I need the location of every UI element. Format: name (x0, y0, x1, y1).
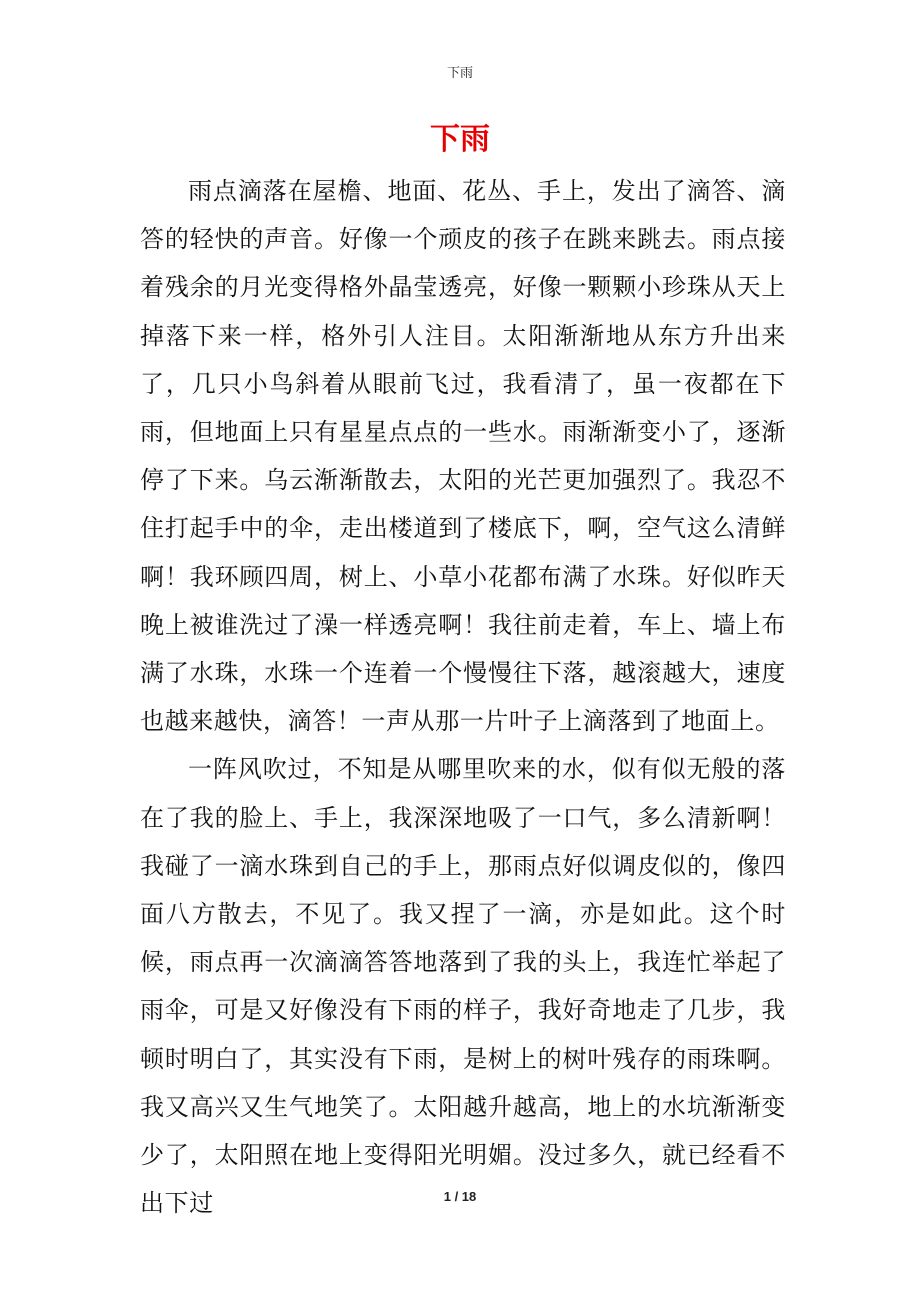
paragraph-1: 雨点滴落在屋檐、地面、花丛、手上，发出了滴答、滴答的轻快的声音。好像一个顽皮的孩子在跳来跳去。雨点接着残余的月光变得格外晶莹透亮，好像一颗颗小珍珠从天上掉落下来一样，格外引人注目。太阳渐渐地从东方升出来了，几只小鸟斜着从眼前飞过，我看清了，虽一夜都在下雨，但地面上只有星星点点的一些水。雨渐渐变小了，逐渐停了下来。乌云渐渐散去，太阳的光芒更加强烈了。我忍不住打起手中的伞，走出楼道到了楼底下，啊，空气这么清鲜啊！我环顾四周，树上、小草小花都布满了水珠。好似昨天晚上被谁洗过了澡一样透亮啊！我往前走着，车上、墙上布满了水珠，水珠一个连着一个慢慢往下落，越滚越大，速度也越来越快，滴答！一声从那一片叶子上滴落到了地面上。 (140, 177, 786, 736)
page-number: 1 / 18 (443, 1189, 477, 1204)
paragraph-2: 一阵风吹过，不知是从哪里吹来的水，似有似无般的落在了我的脸上、手上，我深深地吸了一口气，多么清新啊！我碰了一滴水珠到自己的手上，那雨点好似调皮似的，像四面八方散去，不见了。我又捏了一滴，亦是如此。这个时候，雨点再一次滴滴答答地落到了我的头上，我连忙举起了雨伞，可是又好像没有下雨的样子，我好奇地走了几步，我顿时明白了，其实没有下雨，是树上的树叶残存的雨珠啊。我又高兴又生气地笑了。太阳越升越高，地上的水坑渐渐变少了，太阳照在地上变得阳光明媚。没过多久，就已经看不出下过 (140, 755, 786, 1218)
document-title: 下雨 (430, 122, 490, 157)
document-body (140, 167, 786, 1227)
running-header: 下雨 (446, 66, 473, 81)
